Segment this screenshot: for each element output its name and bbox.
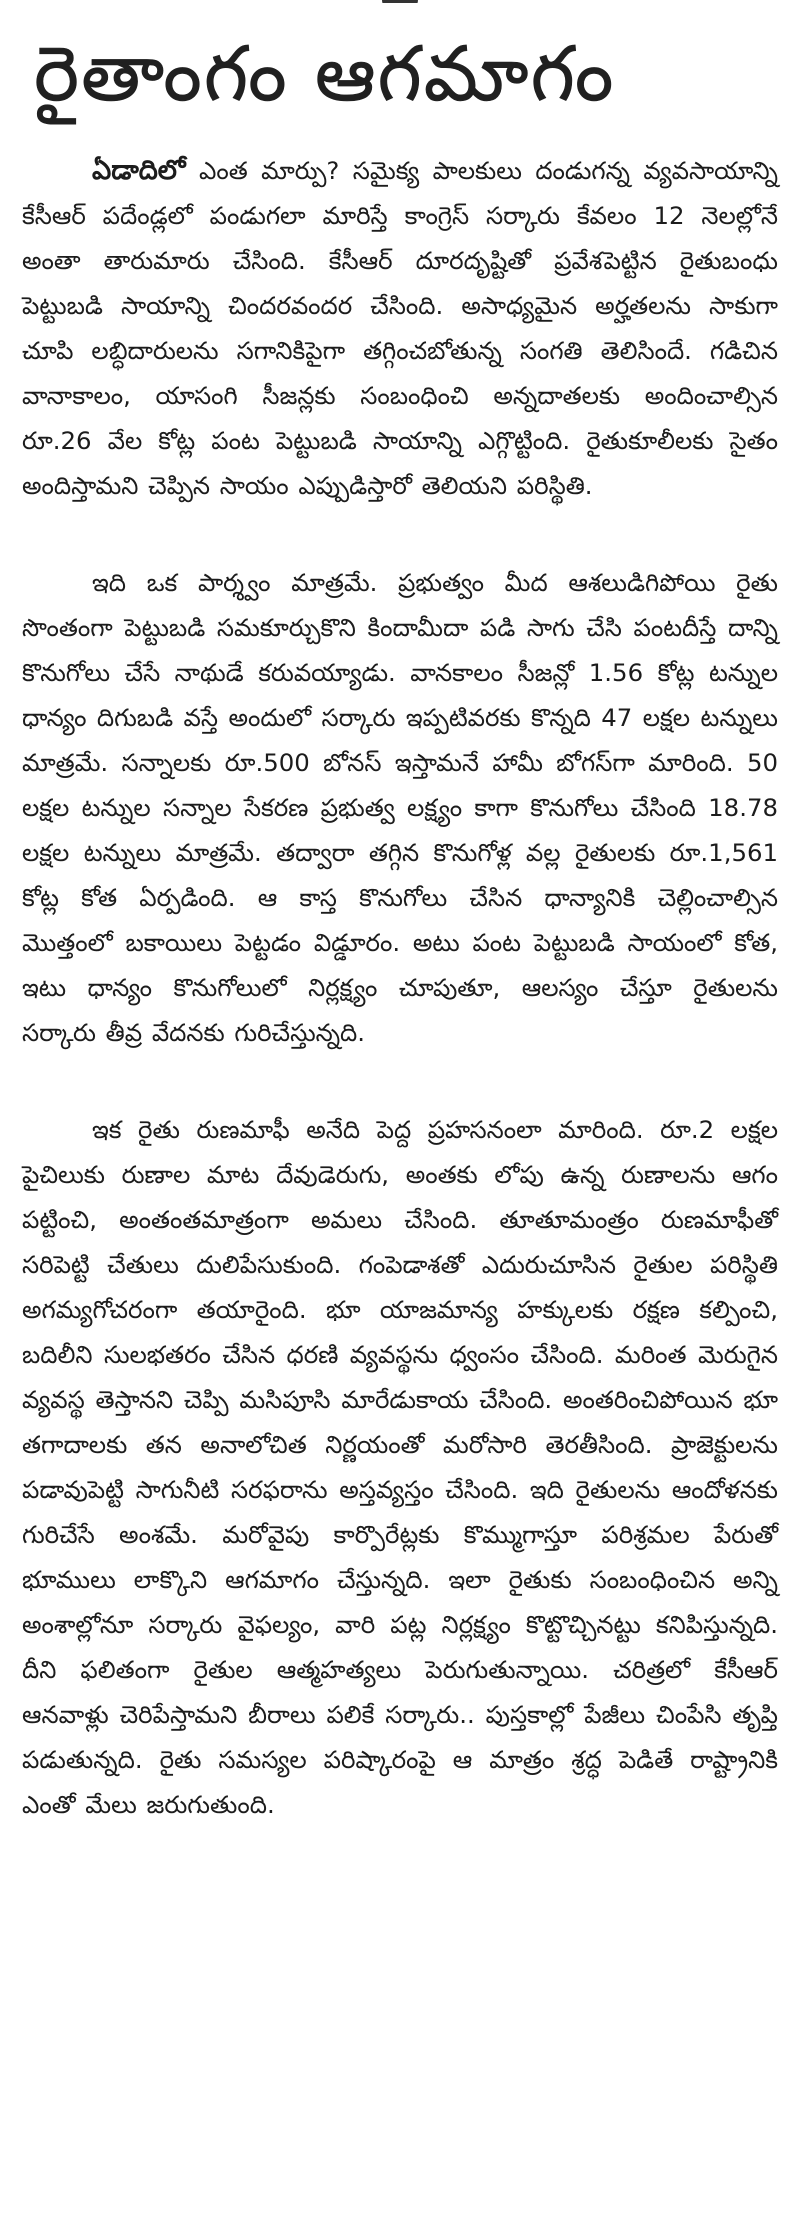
headline: రైతాంగం ఆగమాగం — [34, 29, 616, 118]
top-ornament — [382, 0, 418, 9]
paragraph-2-text: ఇది ఒక పార్శ్వం మాత్రమే. ప్రభుత్వం మీద ఆశలుడిగిపోయి రైతు సొంతంగా పెట్టుబడి సమకూర్చుకొని కిందామీదా పడి సాగు చేసి పంటదీస్తే దాన్ని కొనుగోలు చేసే నాథుడే కరువయ్యాడు. వానకాలం సీజన్లో 1.56 కోట్ల టన్నుల ధాన్యం దిగుబడి వస్తే అందులో సర్కారు ఇప్పటివరకు కొన్నది 47 లక్షల టన్నులు మాత్రమే. సన్నాలకు రూ.500 బోనస్ ఇస్తామనే హామీ బోగస్‌గా మారింది. 50 లక్షల టన్నుల సన్నాల సేకరణ ప్రభుత్వ లక్ష్యం కాగా కొనుగోలు చేసింది 18.78 లక్షల టన్నులు మాత్రమే. తద్వారా తగ్గిన కొనుగోళ్ల వల్ల రైతులకు రూ.1,561 కోట్ల కోత ఏర్పడింది. ఆ కాస్త కొనుగోలు చేసిన ధాన్యానికి చెల్లించాల్సిన మొత్తంలో బకాయిలు పెట్టడం విడ్డూరం. అటు పంట పెట్టుబడి సాయంలో కోత, ఇటు ధాన్యం కొనుగోలులో నిర్లక్ష్యం చూపుతూ, ఆలస్యం చేస్తూ రైతులను సర్కారు తీవ్ర వేదనకు గురిచేస్తున్నది. — [22, 568, 778, 1047]
paragraph-2 — [22, 560, 778, 1055]
paragraph-1 — [22, 148, 778, 508]
paragraph-3-text: ఇక రైతు రుణమాఫీ అనేది పెద్ద ప్రహసనంలా మారింది. రూ.2 లక్షల పైచిలుకు రుణాల మాట దేవుడెరుగు, అంతకు లోపు ఉన్న రుణాలను ఆగం పట్టించి, అంతంతమాత్రంగా అమలు చేసింది. తూతూమంత్రం రుణమాఫీతో సరిపెట్టి చేతులు దులిపేసుకుంది. గంపెడాశతో ఎదురుచూసిన రైతుల పరిస్థితి అగమ్యగోచరంగా తయారైంది. భూ యాజమాన్య హక్కులకు రక్షణ కల్పించి, బదిలీని సులభతరం చేసిన ధరణి వ్యవస్థను ధ్వంసం చేసింది. మరింత మెరుగైన వ్యవస్థ తెస్తానని చెప్పి మసిపూసి మారేడుకాయ చేసింది. అంతరించిపోయిన భూ తగాదాలకు తన అనాలోచిత నిర్ణయంతో మరోసారి తెరతీసింది. ప్రాజెక్టులను పడావుపెట్టి సాగునీటి సరఫరాను అస్తవ్యస్తం చేసింది. ఇది రైతులను ఆందోళనకు గురిచేసే అంశమే. మరోవైపు కార్పొరేట్లకు కొమ్ముగాస్తూ పరిశ్రమల పేరుతో భూములు లాక్కొని ఆగమాగం చేస్తున్నది. ఇలా రైతుకు సంబంధించిన అన్ని అంశాల్లోనూ సర్కారు వైఫల్యం, వారి పట్ల నిర్లక్ష్యం కొట్టొచ్చినట్టు కనిపిస్తున్నది. దీని ఫలితంగా రైతుల ఆత్మహత్యలు పెరుగుతున్నాయి. చరిత్రలో కేసీఆర్ ఆనవాళ్లు చెరిపేస్తామని బీరాలు పలికే సర్కారు.. పుస్తకాల్లో పేజీలు చింపేసి తృప్తి పడుతున్నది. రైతు సమస్యల పరిష్కారంపై ఆ మాత్రం శ్రద్ధ పెడితే రాష్ట్రానికి ఎంతో మేలు జరుగుతుంది. — [22, 1115, 778, 1819]
paragraph-1-text: ఎంత మార్పు? సమైక్య పాలకులు దండుగన్న వ్యవసాయాన్ని కేసీఆర్ పదేండ్లలో పండుగలా మారిస్తే కాంగ్రెస్ సర్కారు కేవలం 12 నెలల్లోనే అంతా తారుమారు చేసింది. కేసీఆర్ దూరదృష్టితో ప్రవేశపెట్టిన రైతుబంధు పెట్టుబడి సాయాన్ని చిందరవందర చేసింది. అసాధ్యమైన అర్హతలను సాకుగా చూపి లబ్ధిదారులను సగానికిపైగా తగ్గించబోతున్న సంగతి తెలిసిందే. గడిచిన వానాకాలం, యాసంగి సీజన్లకు సంబంధించి అన్నదాతలకు అందించాల్సిన రూ.26 వేల కోట్ల పంట పెట్టుబడి సాయాన్ని ఎగ్గొట్టింది. రైతుకూలీలకు సైతం అందిస్తామని చెప్పిన సాయం ఎప్పుడిస్తారో తెలియని పరిస్థితి. — [22, 156, 778, 500]
paragraph-3 — [22, 1107, 778, 1827]
paragraph-1-lead: ఏడాదిలో — [92, 155, 186, 186]
